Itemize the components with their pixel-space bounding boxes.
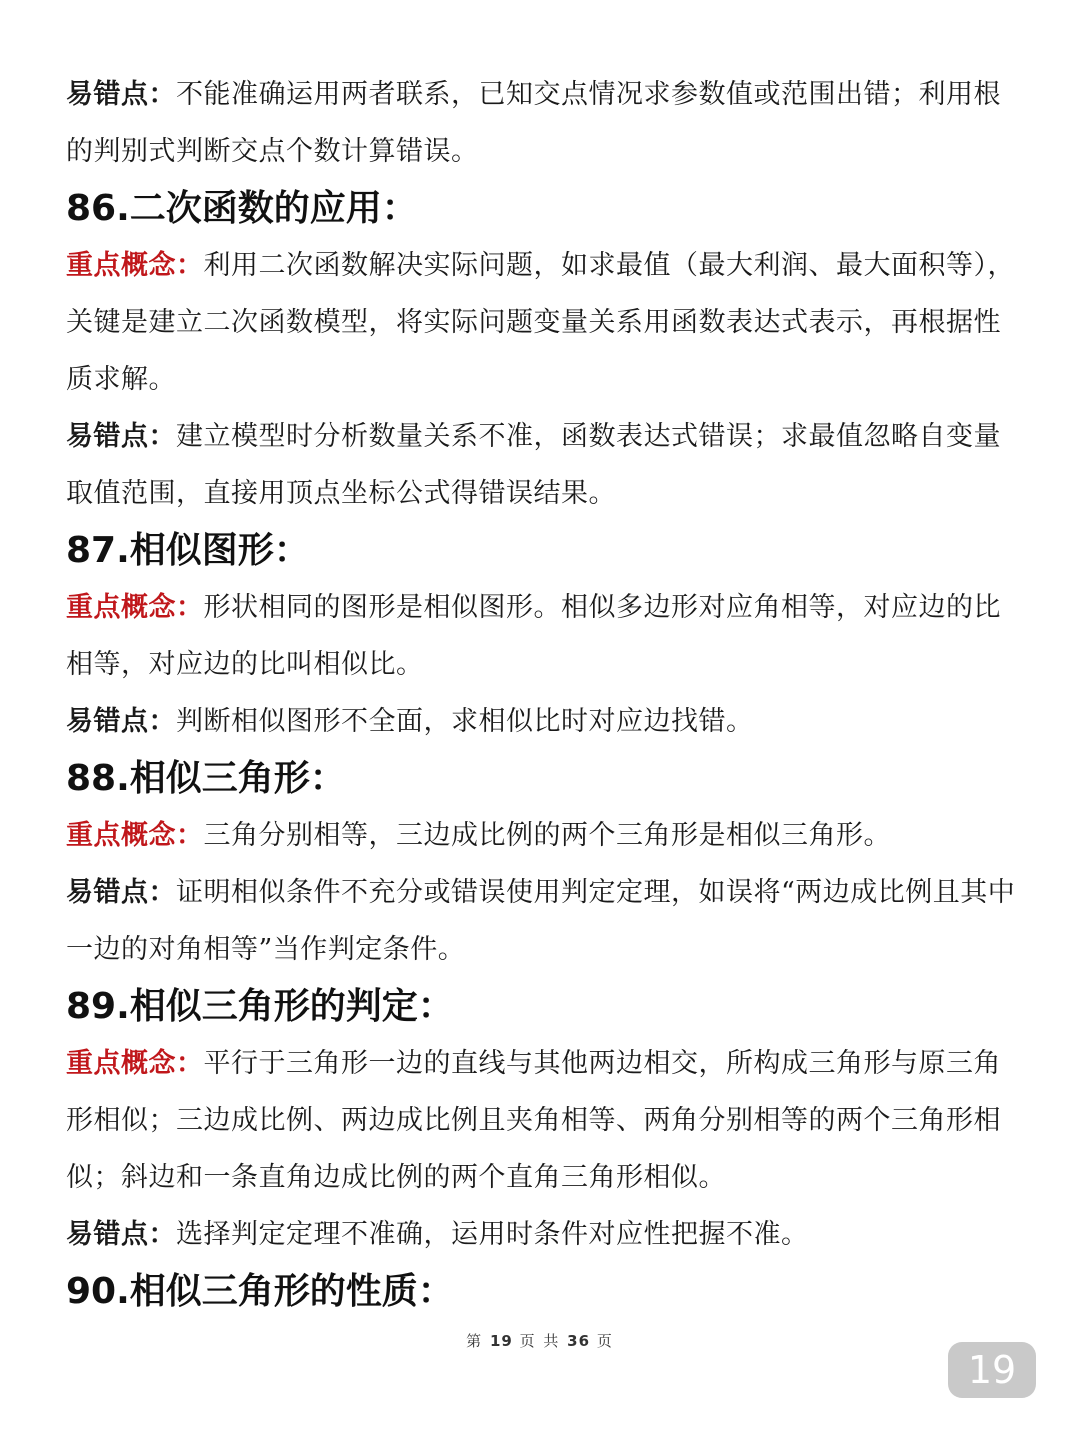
error-paragraph xyxy=(66,693,1016,750)
section-heading: 86.二次函数的应用： xyxy=(66,188,418,229)
error-paragraph xyxy=(66,408,1016,522)
error-text: 证明相似条件不充分或错误使用判定定理，如误将“两边成比例且其中一边的对角相等”当作判定条件。 xyxy=(66,877,1016,965)
section-heading: 89.相似三角形的判定： xyxy=(66,986,454,1027)
section-heading: 87.相似图形： xyxy=(66,530,310,571)
footer-suffix: 页 xyxy=(596,1332,614,1350)
key-concept-paragraph xyxy=(66,807,1016,864)
key-concept-paragraph xyxy=(66,237,1016,408)
intro-error-paragraph xyxy=(66,66,1016,180)
key-concept-paragraph xyxy=(66,579,1016,693)
key-concept-paragraph xyxy=(66,1035,1016,1206)
footer-current-page: 19 xyxy=(489,1332,513,1350)
error-label: 易错点： xyxy=(66,877,176,908)
error-label: 易错点： xyxy=(66,79,176,110)
section-heading: 90.相似三角形的性质： xyxy=(66,1271,454,1312)
key-concept-text: 平行于三角形一边的直线与其他两边相交，所构成三角形与原三角形相似；三边成比例、两边成比例且夹角相等、两角分别相等的两个三角形相似；斜边和一条直角边成比例的两个直角三角形相似。 xyxy=(66,1048,1001,1193)
key-concept-label: 重点概念： xyxy=(66,820,204,851)
footer-middle: 页 共 xyxy=(519,1332,561,1350)
error-text: 判断相似图形不全面，求相似比时对应边找错。 xyxy=(176,706,754,737)
key-concept-label: 重点概念： xyxy=(66,250,204,281)
page-number-badge: 19 xyxy=(948,1342,1036,1398)
page-footer xyxy=(0,1330,1080,1351)
key-concept-label: 重点概念： xyxy=(66,1048,204,1079)
error-paragraph xyxy=(66,864,1016,978)
error-label: 易错点： xyxy=(66,1219,176,1250)
error-text: 不能准确运用两者联系，已知交点情况求参数值或范围出错；利用根的判别式判断交点个数计算错误。 xyxy=(66,79,1001,167)
key-concept-text: 三角分别相等，三边成比例的两个三角形是相似三角形。 xyxy=(203,820,891,851)
footer-prefix: 第 xyxy=(466,1332,484,1350)
error-paragraph xyxy=(66,1206,1016,1263)
error-text: 选择判定定理不准确，运用时条件对应性把握不准。 xyxy=(176,1219,809,1250)
document-page xyxy=(66,66,1016,1320)
key-concept-label: 重点概念： xyxy=(66,592,204,623)
key-concept-text: 利用二次函数解决实际问题，如求最值（最大利润、最大面积等），关键是建立二次函数模型，将实际问题变量关系用函数表达式表示，再根据性质求解。 xyxy=(66,250,1015,395)
error-text: 建立模型时分析数量关系不准，函数表达式错误；求最值忽略自变量取值范围，直接用顶点坐标公式得错误结果。 xyxy=(66,421,1001,509)
error-label: 易错点： xyxy=(66,706,176,737)
footer-total-pages: 36 xyxy=(567,1332,591,1350)
section-heading: 88.相似三角形： xyxy=(66,758,346,799)
key-concept-text: 形状相同的图形是相似图形。相似多边形对应角相等，对应边的比相等，对应边的比叫相似比。 xyxy=(66,592,1001,680)
error-label: 易错点： xyxy=(66,421,176,452)
